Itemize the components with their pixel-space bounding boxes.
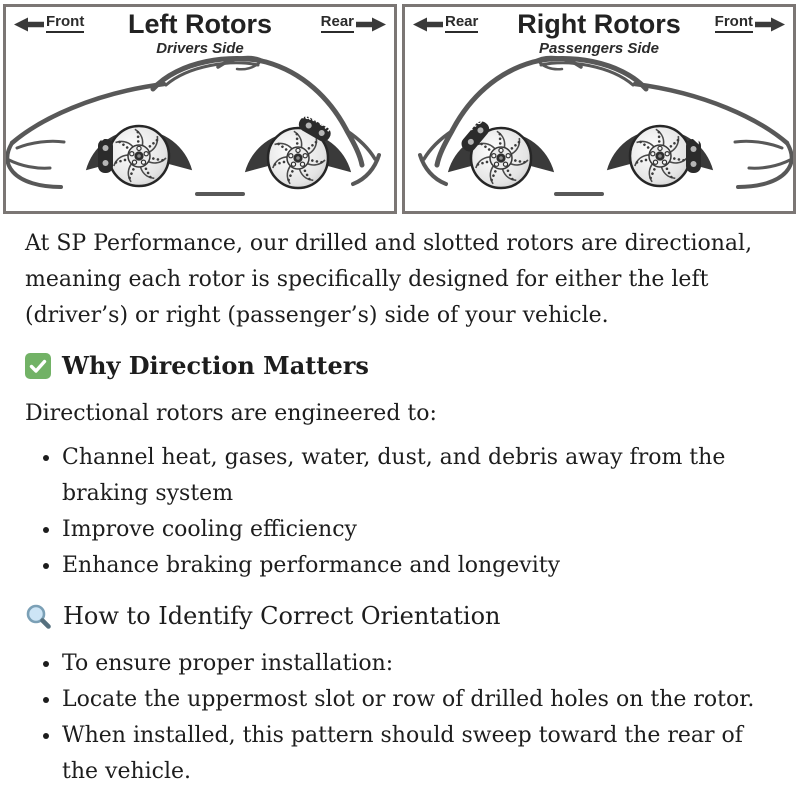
magnifying-glass-icon: [25, 603, 52, 630]
list-item: • When installed, this pattern should sweep toward the rear of the vehicle.: [62, 718, 770, 790]
direction-text: Front: [46, 14, 84, 33]
right-panel-header: [405, 7, 793, 57]
rear-direction-label: [321, 14, 386, 33]
front-direction-label: [715, 14, 785, 33]
intro-paragraph: At SP Performance, our drilled and slotted rotors are directional, meaning each rotor is specifically designed for either the left (driver’s) or right (passenger’s) side of your vehicle.: [25, 231, 753, 328]
lead-paragraph: Directional rotors are engineered to:: [25, 401, 437, 426]
left-panel-header: [6, 7, 394, 57]
heading-text: Why Direction Matters: [62, 351, 369, 380]
panel-title: Left Rotors: [128, 9, 272, 39]
car-illustration-right-side: [405, 53, 793, 211]
rear-wheel-rotor: [448, 109, 554, 188]
panel-subtitle: Drivers Side: [156, 40, 244, 57]
section-heading-why-direction-matters: [25, 348, 770, 384]
list-item: • Channel heat, gases, water, dust, and debris away from the braking system: [62, 440, 770, 512]
direction-text: Rear: [321, 14, 354, 33]
panel-title: Right Rotors: [517, 9, 681, 39]
check-mark-icon: [25, 353, 51, 379]
arrow-right-icon: [356, 17, 386, 32]
benefits-list: [25, 440, 770, 584]
panel-subtitle: Passengers Side: [538, 40, 660, 57]
section-heading-how-to-identify: [25, 598, 770, 634]
article: [0, 214, 800, 790]
right-rotors-panel: [402, 4, 796, 214]
front-wheel-rotor: [607, 107, 713, 186]
rear-wheel-rotor: [245, 109, 351, 188]
direction-text: Front: [715, 14, 753, 33]
front-wheel-rotor: [86, 107, 192, 186]
list-item: • Enhance braking performance and longevity: [62, 548, 770, 584]
heading-text: How to Identify Correct Orientation: [63, 602, 501, 630]
direction-text: Rear: [445, 14, 478, 33]
left-rotors-panel: [3, 4, 397, 214]
list-item: • Locate the uppermost slot or row of drilled holes on the rotor.: [62, 682, 770, 718]
rotor-direction-diagram: [0, 0, 800, 214]
car-illustration-left-side: [6, 53, 394, 211]
list-item: • To ensure proper installation:: [62, 646, 770, 682]
list-item: • Improve cooling efficiency: [62, 512, 770, 548]
orientation-list: [25, 646, 770, 790]
arrow-right-icon: [755, 17, 785, 32]
